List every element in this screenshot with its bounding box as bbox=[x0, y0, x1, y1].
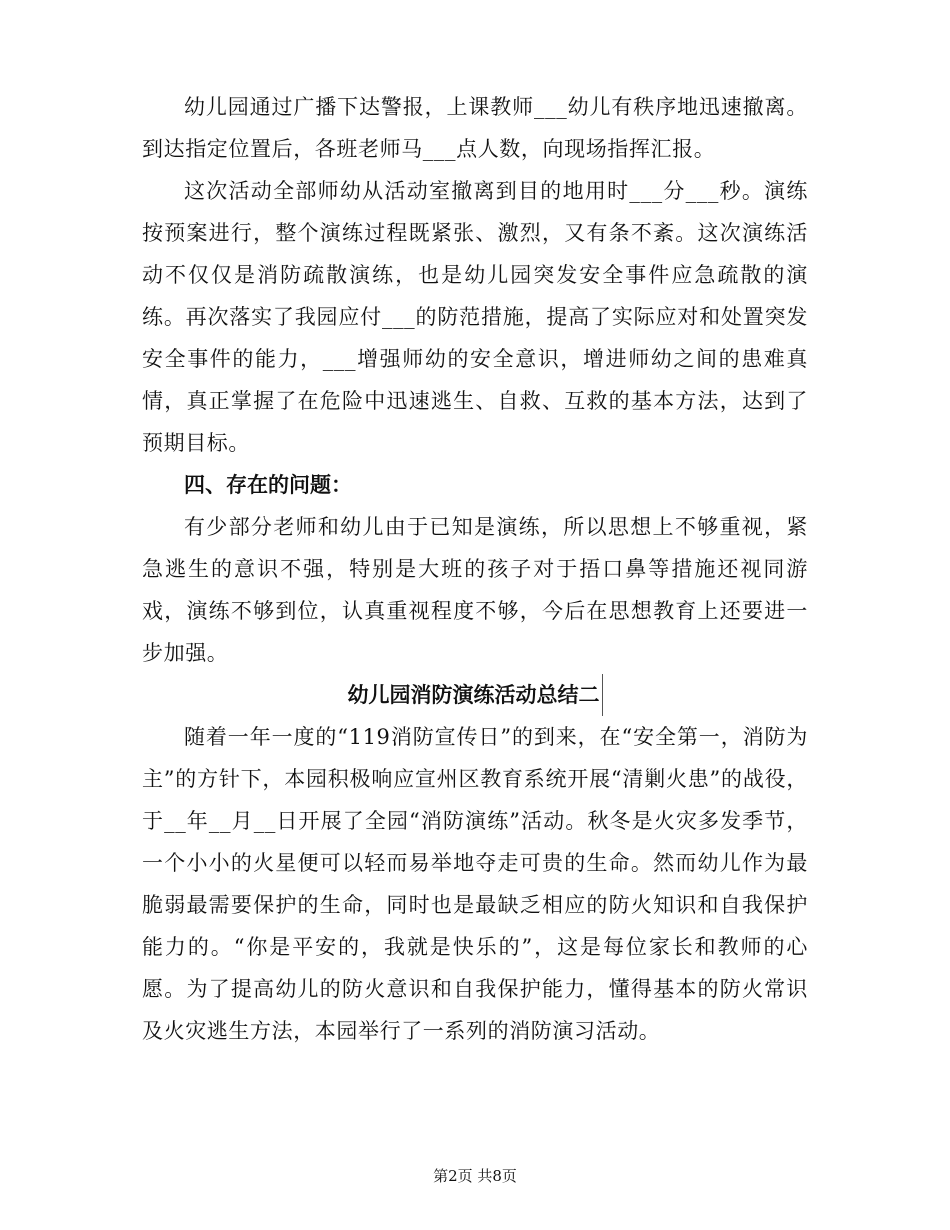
paragraph-problems: 有少部分老师和幼儿由于已知是演练，所以思想上不够重视，紧急逃生的意识不强，特别是大班的孩子对于捂口鼻等措施还视同游戏，演练不够到位，认真重视程度不够，今后在思想教育上还要进一步加强。 bbox=[142, 515, 808, 665]
paragraph-drill-result: 这次活动全部师幼从活动室撤离到目的地用时___分___秒。演练按预案进行，整个演练过程既紧张、激烈，又有条不紊。这次演练活动不仅仅是消防疏散演练，也是幼儿园突发安全事件应急疏散的演练。再次落实了我园应付___的防范措施，提高了实际应对和处置突发安全事件的能力，___增强师幼的安全意识，增进师幼之间的患难真情，真正掌握了在危险中迅速逃生、自救、互救的基本方法，达到了预期目标。 bbox=[142, 179, 808, 455]
section-heading-problems: 四、存在的问题： bbox=[184, 472, 352, 497]
paragraph-evacuation: 幼儿园通过广播下达警报，上课教师___幼儿有秩序地迅速撤离。到达指定位置后，各班老师马___点人数，向现场指挥汇报。 bbox=[142, 95, 808, 161]
paragraph-summary-two-intro: 随着一年一度的“119消防宣传日”的到来，在“安全第一，消防为主”的方针下，本园积极响应宣州区教育系统开展“清剿火患”的战役，于__年__月__日开展了全园“消防演练”活动。秋冬是火灾多发季节，一个小小的火星便可以轻而易举地夺走可贵的生命。然而幼儿作为最脆弱最需要保护的生命，同时也是最缺乏相应的防火知识和自我保护能力的。“你是平安的，我就是快乐的”，这是每位家长和教师的心愿。为了提高幼儿的防火意识和自我保护能力，懂得基本的防火常识及火灾逃生方法，本园举行了一系列的消防演习活动。 bbox=[142, 725, 808, 1043]
page-number-footer: 第2页 共8页 bbox=[433, 1167, 517, 1185]
document-title-summary-two bbox=[142, 674, 808, 716]
title-text: 幼儿园消防演练活动总结二 bbox=[348, 674, 603, 716]
document-body bbox=[142, 86, 808, 1052]
